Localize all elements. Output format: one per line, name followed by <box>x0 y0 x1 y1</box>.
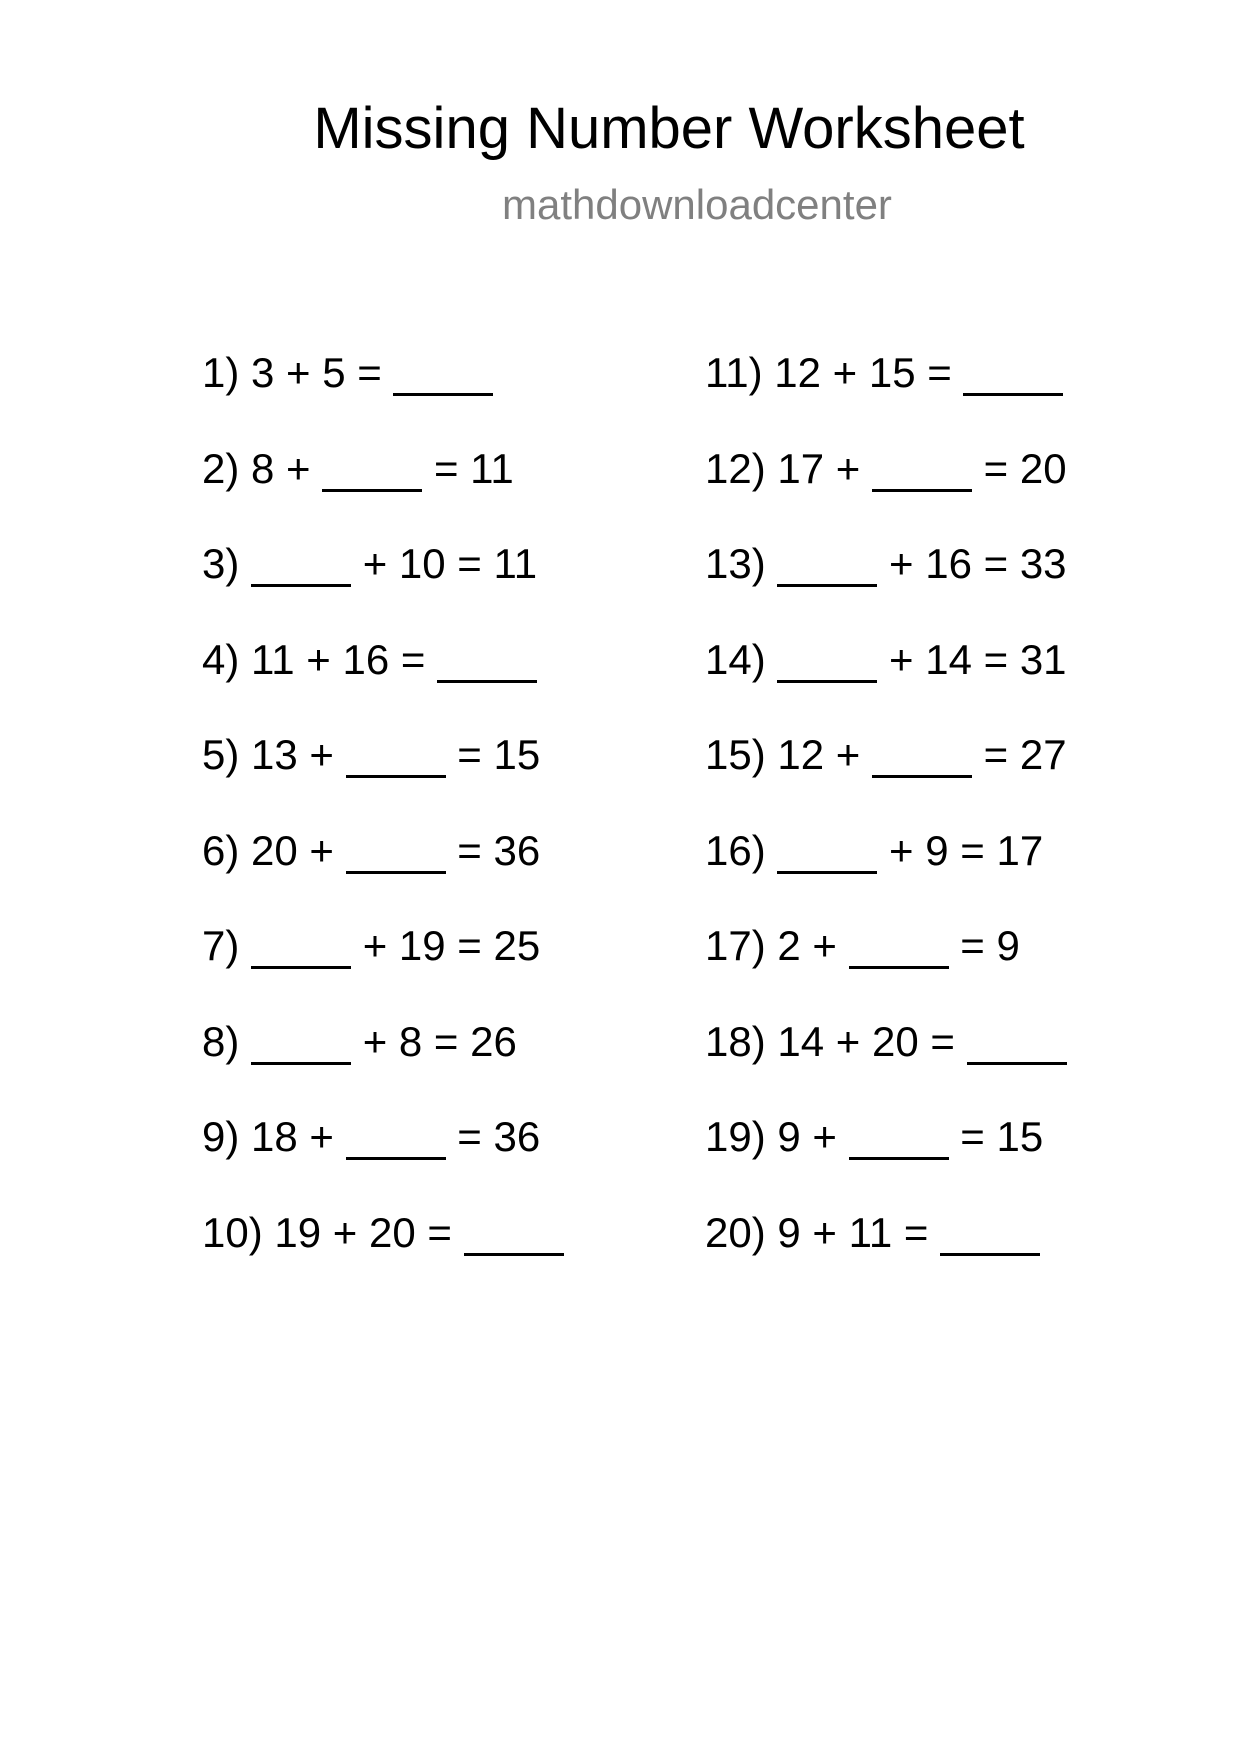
problem-15 <box>705 730 1067 826</box>
problem-number: 6) <box>202 826 240 874</box>
problem-number: 19) <box>705 1113 766 1160</box>
problem-left-expression: 14 + 20 = <box>777 1017 955 1065</box>
problem-left-expression: 17 + <box>777 444 861 492</box>
problem-left-expression: 20 + <box>251 826 334 874</box>
problem-number: 7) <box>202 922 240 969</box>
answer-blank[interactable] <box>346 835 446 874</box>
answer-blank[interactable] <box>393 357 493 396</box>
problem-left-expression: 12 + 15 = <box>774 349 952 396</box>
answer-blank[interactable] <box>849 1121 949 1160</box>
problem-right-expression: = 15 <box>457 731 541 778</box>
problem-number: 3) <box>202 540 240 587</box>
problem-right-expression: + 10 = 11 <box>362 540 538 587</box>
answer-blank[interactable] <box>963 357 1063 396</box>
problems-column-left <box>202 348 564 1303</box>
answer-blank[interactable] <box>777 835 877 874</box>
problem-right-expression: + 9 = 17 <box>889 826 1044 874</box>
problem-left-expression: 12 + <box>777 731 861 778</box>
problems-column-right <box>705 348 1067 1303</box>
problem-left-expression: 9 + 11 = <box>777 1208 929 1256</box>
worksheet-title: Missing Number Worksheet <box>313 96 1025 161</box>
problem-number: 16) <box>705 826 766 874</box>
answer-blank[interactable] <box>872 739 972 778</box>
problem-number: 12) <box>705 444 766 492</box>
problem-left-expression: 8 + <box>251 444 311 492</box>
problem-left-expression: 2 + <box>777 922 837 969</box>
answer-blank[interactable] <box>346 1121 446 1160</box>
problem-number: 20) <box>705 1208 766 1256</box>
answer-blank[interactable] <box>849 930 949 969</box>
problem-10 <box>202 1208 564 1304</box>
answer-blank[interactable] <box>967 1026 1067 1065</box>
problem-12 <box>705 444 1067 540</box>
problem-number: 14) <box>705 635 766 683</box>
problem-right-expression: + 19 = 25 <box>362 922 541 969</box>
answer-blank[interactable] <box>251 930 351 969</box>
problem-right-expression: + 14 = 31 <box>889 635 1067 683</box>
answer-blank[interactable] <box>777 644 877 683</box>
answer-blank[interactable] <box>346 739 446 778</box>
answer-blank[interactable] <box>777 548 877 587</box>
problem-left-expression: 19 + 20 = <box>274 1208 452 1256</box>
problem-number: 10) <box>202 1208 263 1256</box>
problem-16 <box>705 826 1067 922</box>
problem-left-expression: 9 + <box>777 1113 837 1160</box>
problem-number: 18) <box>705 1017 766 1065</box>
problem-number: 9) <box>202 1113 240 1160</box>
problem-1 <box>202 348 564 444</box>
problem-9 <box>202 1112 564 1208</box>
problem-left-expression: 13 + <box>251 731 334 778</box>
worksheet-subtitle: mathdownloadcenter <box>502 181 892 228</box>
answer-blank[interactable] <box>322 453 422 492</box>
problem-8 <box>202 1017 564 1113</box>
problem-number: 8) <box>202 1017 240 1065</box>
problem-right-expression: = 11 <box>433 444 514 492</box>
problem-14 <box>705 635 1067 731</box>
problem-3 <box>202 539 564 635</box>
answer-blank[interactable] <box>251 548 351 587</box>
problem-5 <box>202 730 564 826</box>
answer-blank[interactable] <box>940 1217 1040 1256</box>
problem-20 <box>705 1208 1067 1304</box>
answer-blank[interactable] <box>437 644 537 683</box>
problem-19 <box>705 1112 1067 1208</box>
problem-right-expression: = 9 <box>960 922 1020 969</box>
problem-11 <box>705 348 1067 444</box>
problem-number: 13) <box>705 540 766 587</box>
problem-right-expression: = 27 <box>983 731 1067 778</box>
problem-left-expression: 3 + 5 = <box>251 349 382 396</box>
problem-number: 2) <box>202 444 240 492</box>
problem-6 <box>202 826 564 922</box>
problem-right-expression: + 8 = 26 <box>362 1017 517 1065</box>
problem-number: 11) <box>705 349 763 396</box>
problem-4 <box>202 635 564 731</box>
answer-blank[interactable] <box>251 1026 351 1065</box>
problem-number: 15) <box>705 731 766 778</box>
problem-right-expression: = 36 <box>457 826 541 874</box>
problem-13 <box>705 539 1067 635</box>
problem-right-expression: = 36 <box>457 1113 541 1160</box>
problem-7 <box>202 921 564 1017</box>
problem-number: 17) <box>705 922 766 969</box>
problem-left-expression: 11 + 16 = <box>251 635 426 683</box>
problem-right-expression: = 15 <box>960 1113 1044 1160</box>
problem-17 <box>705 921 1067 1017</box>
problem-18 <box>705 1017 1067 1113</box>
problem-right-expression: = 20 <box>983 444 1067 492</box>
problem-number: 5) <box>202 731 240 778</box>
answer-blank[interactable] <box>872 453 972 492</box>
problem-2 <box>202 444 564 540</box>
problem-left-expression: 18 + <box>251 1113 334 1160</box>
problem-number: 4) <box>202 635 240 683</box>
problem-number: 1) <box>202 349 240 396</box>
answer-blank[interactable] <box>464 1217 564 1256</box>
problem-right-expression: + 16 = 33 <box>889 540 1067 587</box>
